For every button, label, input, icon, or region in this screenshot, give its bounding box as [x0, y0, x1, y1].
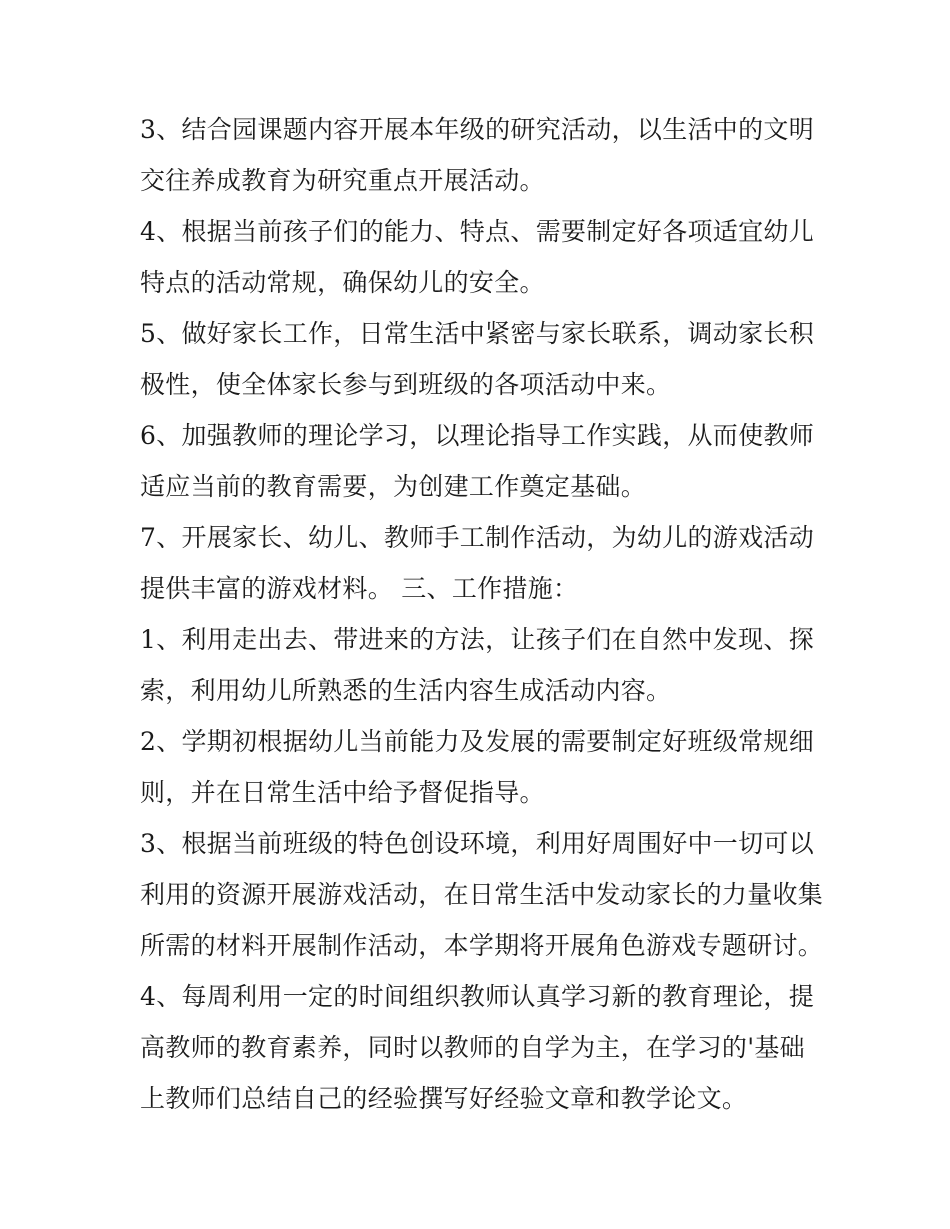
text-line: 3、结合园课题内容开展本年级的研究活动，以生活中的文明	[140, 115, 815, 144]
text-line: 提供丰富的游戏材料。 三、工作措施：	[140, 574, 579, 603]
text-line: 极性，使全体家长参与到班级的各项活动中来。	[140, 370, 672, 399]
text-line: 5、做好家长工作，日常生活中紧密与家长联系，调动家长积	[140, 319, 815, 348]
text-line: 索，利用幼儿所熟悉的生活内容生成活动内容。	[140, 676, 672, 705]
text-line: 上教师们总结自己的经验撰写好经验文章和教学论文。	[140, 1084, 748, 1113]
text-line: 交往养成教育为研究重点开展活动。	[140, 166, 545, 195]
text-line: 3、根据当前班级的特色创设环境，利用好周围好中一切可以	[140, 829, 815, 858]
text-line: 特点的活动常规，确保幼儿的安全。	[140, 268, 545, 297]
text-line: 6、加强教师的理论学习，以理论指导工作实践，从而使教师	[140, 421, 815, 450]
text-line: 4、每周利用一定的时间组织教师认真学习新的教育理论，提	[140, 982, 815, 1011]
text-line: 适应当前的教育需要，为创建工作奠定基础。	[140, 472, 647, 501]
text-line: 所需的材料开展制作活动，本学期将开展角色游戏专题研讨。	[140, 931, 824, 960]
text-line: 利用的资源开展游戏活动，在日常生活中发动家长的力量收集	[140, 880, 824, 909]
text-line: 7、开展家长、幼儿、教师手工制作活动，为幼儿的游戏活动	[140, 523, 815, 552]
text-line: 2、学期初根据幼儿当前能力及发展的需要制定好班级常规细	[140, 727, 815, 756]
text-line: 1、利用走出去、带进来的方法，让孩子们在自然中发现、探	[140, 625, 815, 654]
text-line: 高教师的教育素养，同时以教师的自学为主，在学习的'基础	[140, 1033, 805, 1062]
text-line: 4、根据当前孩子们的能力、特点、需要制定好各项适宜幼儿	[140, 217, 815, 246]
text-line: 则，并在日常生活中给予督促指导。	[140, 778, 545, 807]
